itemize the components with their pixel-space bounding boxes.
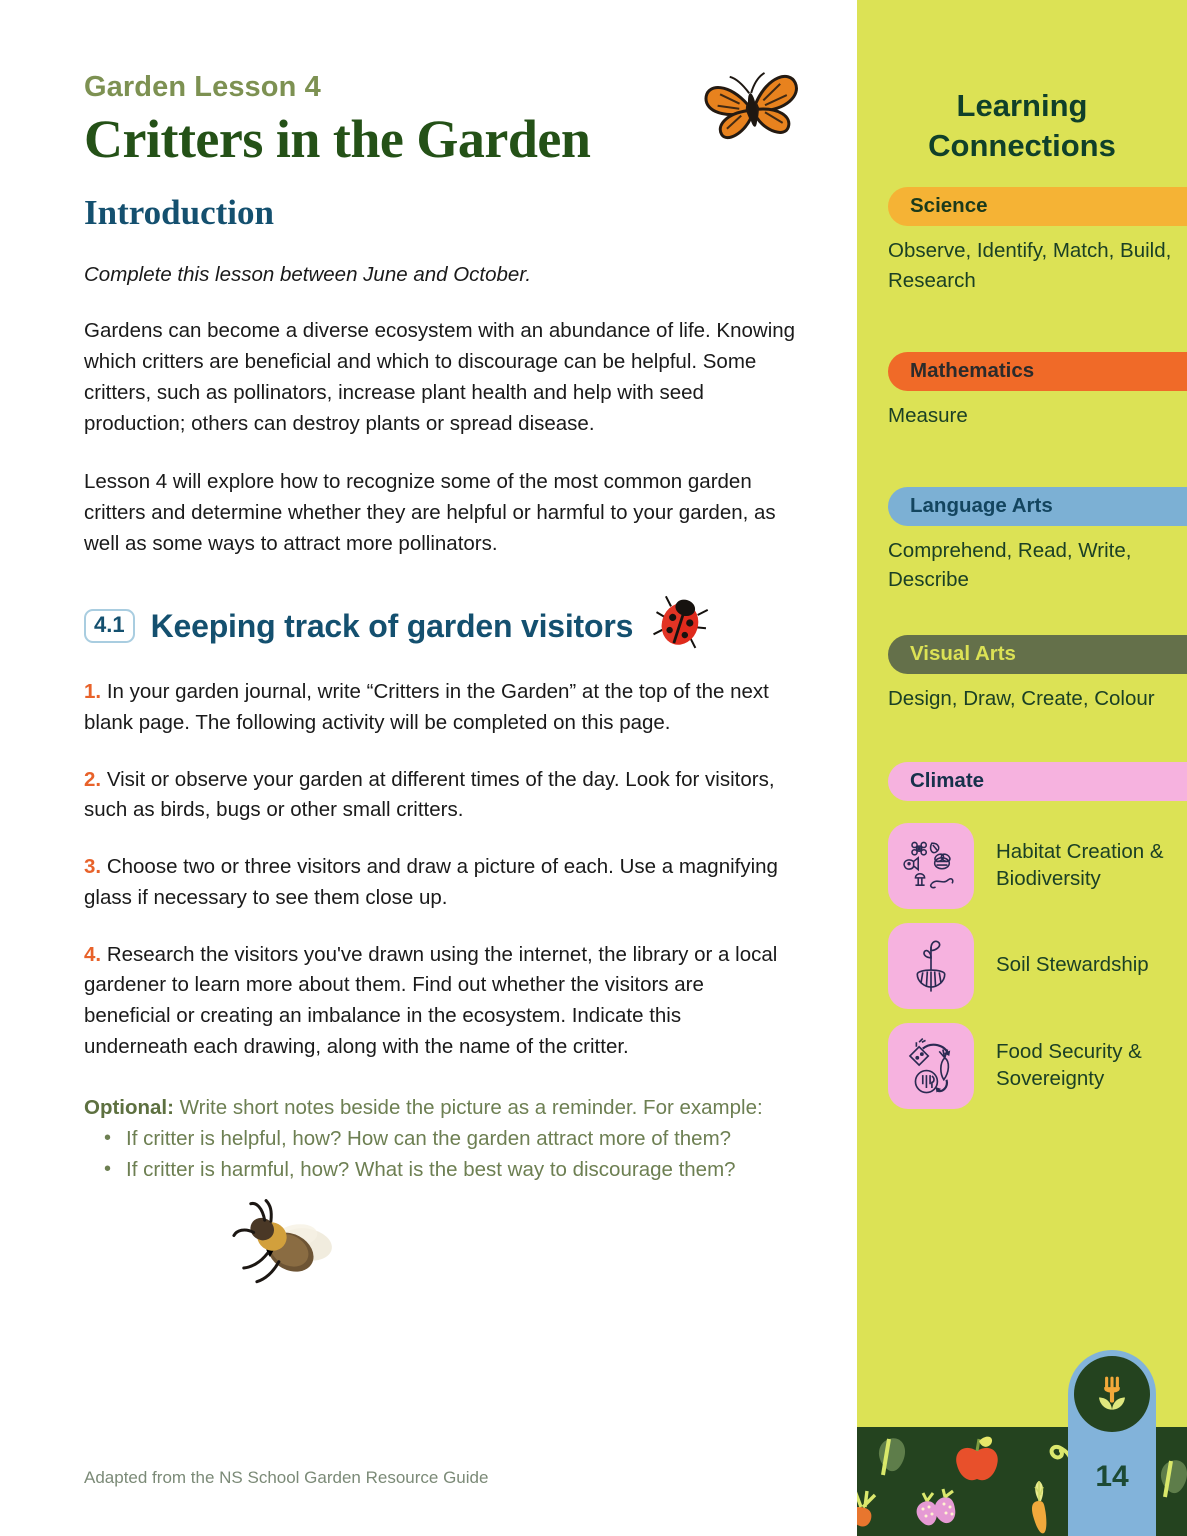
soil-sprout-icon — [888, 923, 974, 1009]
detail-language-arts: Comprehend, Read, Write, Describe — [888, 538, 1132, 592]
optional-label: Optional: — [84, 1095, 174, 1119]
badge-language-arts: Language Arts — [888, 487, 1187, 526]
climate-tile-soil — [888, 923, 1187, 1009]
connection-group-mathematics — [857, 352, 1187, 431]
learning-connections-sidebar — [857, 0, 1187, 1536]
connection-group-climate — [857, 762, 1187, 1109]
list-item: • If critter is helpful, how? How can the garden attract more of them? — [100, 1125, 790, 1154]
step-text: Research the visitors you've drawn using the internet, the library or a local gardener to learn more about them. Find out whether the visitors are beneficial or creating an imbalance in the ecosystem. Indicate this underneath each drawing, along with the name of the critter. — [84, 942, 778, 1058]
optional-note — [84, 1093, 784, 1124]
step-item — [84, 852, 784, 914]
honeybee-icon — [224, 1191, 344, 1291]
lesson-timing-note: Complete this lesson between June and October. — [84, 263, 532, 287]
section-title: Keeping track of garden visitors — [150, 607, 634, 644]
climate-tiles — [857, 823, 1187, 1109]
detail-science: Observe, Identify, Match, Build, Research — [888, 239, 1172, 293]
intro-paragraph-1: Gardens can become a diverse ecosystem with an abundance of life. Knowing which critters are beneficial and which to discourage can be helpful. Some critters, such as pollinators, increase plant health and help with seed production; others can destroy plants or spread disease. — [84, 318, 796, 436]
section-heading — [84, 601, 797, 651]
step-text: Choose two or three visitors and draw a picture of each. Use a magnifying glass if necessary to see them close up. — [84, 855, 778, 909]
step-text: Visit or observe your garden at different times of the day. Look for visitors, such as birds, bugs or other small critters. — [84, 767, 775, 822]
optional-bullet-list — [84, 1125, 797, 1184]
step-number: 4. — [84, 942, 102, 966]
climate-tile-label: Habitat Creation & Biodiversity — [996, 840, 1164, 890]
ladybug-icon — [651, 593, 709, 651]
climate-tile-label: Food Security & Sovereignty — [996, 1040, 1142, 1090]
step-text: In your garden journal, write “Critters in the Garden” at the top of the next blank page. The following activity will be completed on this page. — [84, 680, 769, 734]
logo-glyph — [1086, 1368, 1138, 1420]
page-number-badge — [1068, 1350, 1156, 1536]
step-number: 3. — [84, 855, 102, 879]
sidebar-title: Learning Connections — [928, 88, 1116, 163]
connection-group-science — [857, 187, 1187, 295]
connection-group-visual-arts — [857, 635, 1187, 714]
step-item — [84, 940, 784, 1063]
section-number-badge: 4.1 — [84, 609, 135, 642]
optional-text: Write short notes beside the picture as a reminder. For example: — [179, 1095, 763, 1119]
step-item — [84, 765, 784, 827]
detail-mathematics: Measure — [888, 403, 968, 427]
biodiversity-icon — [888, 823, 974, 909]
list-item: • If critter is harmful, how? What is the best way to discourage them? — [100, 1156, 790, 1185]
lesson-eyebrow: Garden Lesson 4 — [84, 71, 321, 103]
intro-paragraph-2: Lesson 4 will explore how to recognize some of the most common garden critters and determine whether they are helpful or harmful to your garden, as well as some ways to attract more pollinators. — [84, 469, 776, 555]
badge-science: Science — [888, 187, 1187, 226]
page-title: Critters in the Garden — [84, 108, 591, 169]
connection-group-language-arts — [857, 487, 1187, 595]
badge-visual-arts: Visual Arts — [888, 635, 1187, 674]
step-number: 1. — [84, 680, 102, 704]
climate-tile-label: Soil Stewardship — [996, 953, 1149, 977]
step-number: 2. — [84, 767, 102, 791]
badge-climate: Climate — [888, 762, 1187, 801]
page-number: 14 — [1095, 1460, 1129, 1493]
food-security-icon — [888, 1023, 974, 1109]
step-item — [84, 677, 784, 739]
fork-plant-logo-icon — [1074, 1356, 1150, 1432]
badge-mathematics: Mathematics — [888, 352, 1187, 391]
detail-visual-arts: Design, Draw, Create, Colour — [888, 686, 1155, 710]
attribution-note: Adapted from the NS School Garden Resource Guide — [84, 1468, 489, 1487]
introduction-heading: Introduction — [84, 193, 274, 233]
climate-tile-food — [888, 1023, 1187, 1109]
climate-tile-habitat — [888, 823, 1187, 909]
